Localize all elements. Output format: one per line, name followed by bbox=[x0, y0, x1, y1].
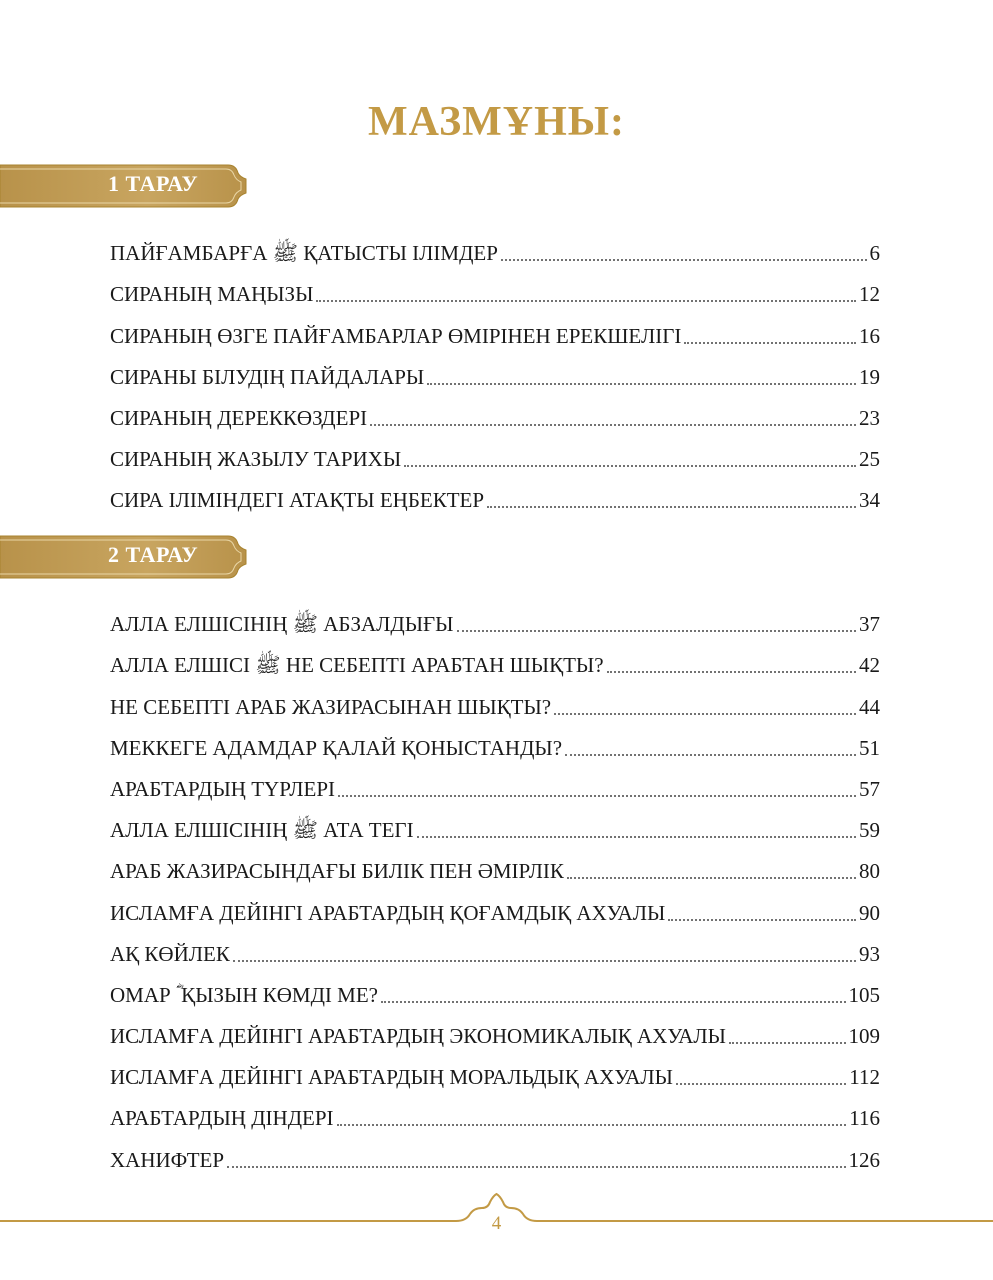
chapter-2-ribbon bbox=[0, 534, 250, 580]
dot-leader bbox=[501, 257, 867, 261]
toc-entry[interactable] bbox=[110, 1091, 880, 1132]
entry-title: ОМАР ؓ ҚЫЗЫН КӨМДІ МЕ? bbox=[110, 982, 378, 1007]
entry-page: 19 bbox=[859, 364, 880, 389]
entry-page: 112 bbox=[849, 1065, 880, 1090]
entry-page: 126 bbox=[848, 1147, 880, 1172]
entry-title: СИРАНЫҢ ЖАЗЫЛУ ТАРИХЫ bbox=[110, 447, 402, 472]
dot-leader bbox=[337, 1122, 847, 1126]
entry-title: СИРАНЫҢ ӨЗГЕ ПАЙҒАМБАРЛАР ӨМІРІНЕН ЕРЕКШЕЛІГІ bbox=[110, 323, 682, 348]
dot-leader bbox=[729, 1040, 846, 1044]
toc-entry[interactable] bbox=[110, 432, 880, 473]
entry-page: 109 bbox=[848, 1024, 880, 1049]
chapter-label: 2 ТАРАУ bbox=[108, 542, 199, 567]
entry-page: 42 bbox=[859, 653, 880, 678]
entry-title: ИСЛАМҒА ДЕЙІНГІ АРАБТАРДЫҢ ҚОҒАМДЫҚ АХУАЛЫ bbox=[110, 900, 666, 925]
dot-leader bbox=[567, 875, 856, 879]
toc-entry[interactable] bbox=[110, 885, 880, 926]
chapter-label: 1 ТАРАУ bbox=[108, 171, 199, 196]
toc-entry[interactable] bbox=[110, 473, 880, 514]
toc-section-1 bbox=[110, 226, 880, 514]
toc-entry[interactable] bbox=[110, 391, 880, 432]
entry-title: АРАБТАРДЫҢ ТҮРЛЕРІ bbox=[110, 776, 336, 801]
entry-title: СИРА ІЛІМІНДЕГІ АТАҚТЫ ЕҢБЕКТЕР bbox=[110, 488, 485, 513]
toc-entry[interactable] bbox=[110, 638, 880, 679]
entry-title: СИРАНЫҢ МАҢЫЗЫ bbox=[110, 282, 314, 307]
dot-leader bbox=[554, 711, 856, 715]
toc-entry[interactable] bbox=[110, 762, 880, 803]
dot-leader bbox=[487, 504, 856, 508]
dot-leader bbox=[565, 752, 856, 756]
toc-entry[interactable] bbox=[110, 308, 880, 349]
toc-entry[interactable] bbox=[110, 597, 880, 638]
toc-entry[interactable] bbox=[110, 226, 880, 267]
entry-title: ПАЙҒАМБАРҒА ﷺ ҚАТЫСТЫ ІЛІМДЕР bbox=[110, 241, 498, 266]
entry-title: СИРАНЫ БІЛУДІҢ ПАЙДАЛАРЫ bbox=[110, 364, 425, 389]
entry-page: 6 bbox=[869, 241, 880, 266]
toc-entry[interactable] bbox=[110, 350, 880, 391]
entry-page: 80 bbox=[859, 859, 880, 884]
entry-title: ИСЛАМҒА ДЕЙІНГІ АРАБТАРДЫҢ ЭКОНОМИКАЛЫҚ АХУАЛЫ bbox=[110, 1024, 726, 1049]
entry-page: 23 bbox=[859, 405, 880, 430]
entry-title: ХАНИФТЕР bbox=[110, 1147, 225, 1172]
chapter-1-ribbon bbox=[0, 163, 250, 209]
dot-leader bbox=[233, 958, 856, 962]
entry-title: СИРАНЫҢ ДЕРЕККӨЗДЕРІ bbox=[110, 405, 368, 430]
toc-entry[interactable] bbox=[110, 721, 880, 762]
entry-page: 93 bbox=[859, 941, 880, 966]
entry-page: 12 bbox=[859, 282, 880, 307]
entry-title: ИСЛАМҒА ДЕЙІНГІ АРАБТАРДЫҢ МОРАЛЬДЫҚ АХУАЛЫ bbox=[110, 1065, 673, 1090]
entry-title: АҚ КӨЙЛЕК bbox=[110, 941, 230, 966]
dot-leader bbox=[316, 298, 856, 302]
entry-page: 37 bbox=[859, 612, 880, 637]
page-number: 4 bbox=[491, 1213, 502, 1234]
toc-entry[interactable] bbox=[110, 1050, 880, 1091]
dot-leader bbox=[370, 422, 856, 426]
dot-leader bbox=[404, 463, 856, 467]
dot-leader bbox=[668, 917, 856, 921]
toc-entry[interactable] bbox=[110, 679, 880, 720]
entry-page: 57 bbox=[859, 776, 880, 801]
dot-leader bbox=[338, 793, 856, 797]
entry-page: 25 bbox=[859, 447, 880, 472]
entry-title: НЕ СЕБЕПТІ АРАБ ЖАЗИРАСЫНАН ШЫҚТЫ? bbox=[110, 694, 552, 719]
dot-leader bbox=[427, 381, 856, 385]
entry-title: АЛЛА ЕЛШІСІНІҢ ﷺ АБЗАЛДЫҒЫ bbox=[110, 612, 454, 637]
toc-entry[interactable] bbox=[110, 968, 880, 1009]
entry-page: 105 bbox=[848, 982, 880, 1007]
page-title: МАЗМҰНЫ: bbox=[368, 99, 625, 145]
toc-entry[interactable] bbox=[110, 1132, 880, 1173]
dot-leader bbox=[676, 1081, 846, 1085]
entry-title: МЕККЕГЕ АДАМДАР ҚАЛАЙ ҚОНЫСТАНДЫ? bbox=[110, 735, 563, 760]
entry-page: 59 bbox=[859, 818, 880, 843]
dot-leader bbox=[457, 628, 857, 632]
toc-section-2 bbox=[110, 597, 880, 1174]
toc-entry[interactable] bbox=[110, 803, 880, 844]
toc-entry[interactable] bbox=[110, 1009, 880, 1050]
dot-leader bbox=[381, 999, 846, 1003]
entry-page: 34 bbox=[859, 488, 880, 513]
entry-page: 51 bbox=[859, 735, 880, 760]
entry-page: 116 bbox=[849, 1106, 880, 1131]
entry-page: 44 bbox=[859, 694, 880, 719]
toc-entry[interactable] bbox=[110, 927, 880, 968]
entry-title: АЛЛА ЕЛШІСІ ﷺ НЕ СЕБЕПТІ АРАБТАН ШЫҚТЫ? bbox=[110, 653, 604, 678]
entry-title: АРАБТАРДЫҢ ДІНДЕРІ bbox=[110, 1106, 334, 1131]
toc-entry[interactable] bbox=[110, 267, 880, 308]
dot-leader bbox=[227, 1164, 845, 1168]
entry-page: 16 bbox=[859, 323, 880, 348]
dot-leader bbox=[607, 669, 856, 673]
entry-title: АЛЛА ЕЛШІСІНІҢ ﷺ АТА ТЕГІ bbox=[110, 818, 414, 843]
entry-title: АРАБ ЖАЗИРАСЫНДАҒЫ БИЛІК ПЕН ӘМІРЛІК bbox=[110, 859, 564, 884]
toc-entry[interactable] bbox=[110, 844, 880, 885]
dot-leader bbox=[684, 340, 856, 344]
dot-leader bbox=[417, 834, 856, 838]
entry-page: 90 bbox=[859, 900, 880, 925]
